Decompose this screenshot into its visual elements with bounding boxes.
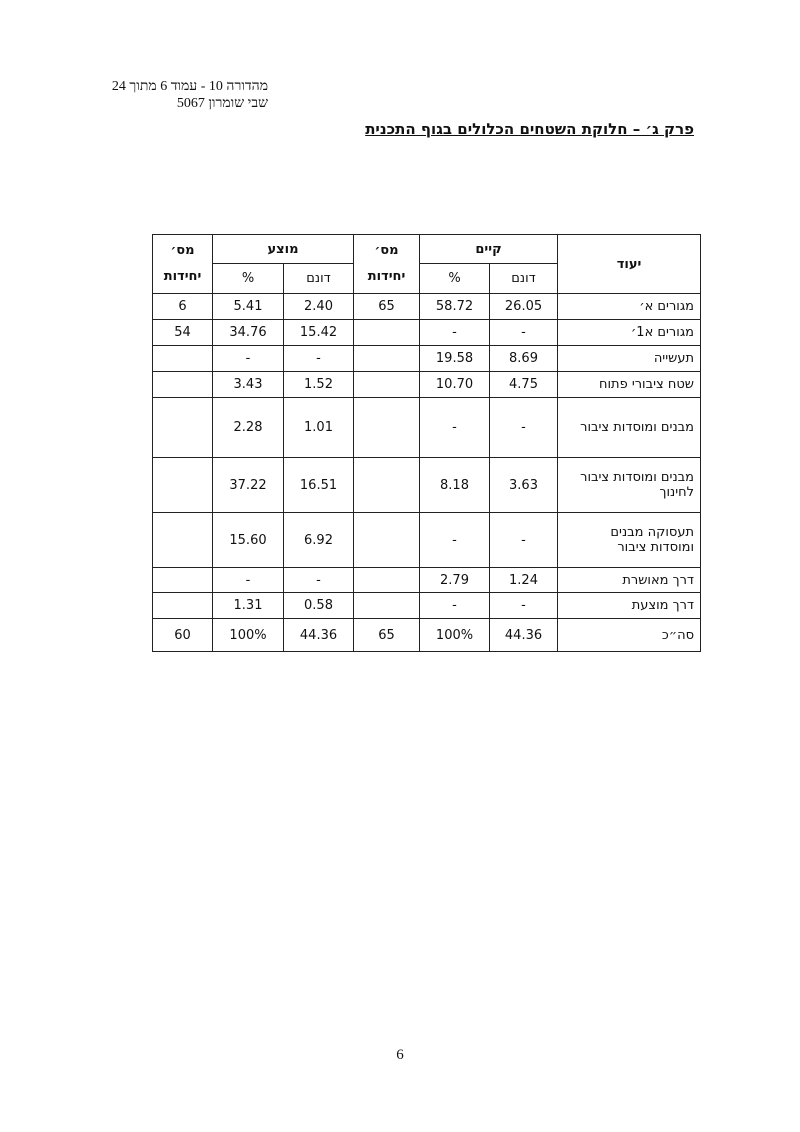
proposed-units: [153, 513, 213, 568]
existing-units: [354, 513, 420, 568]
row-name: מגורים א1׳: [558, 320, 701, 346]
proposed-units: [153, 372, 213, 398]
proposed-units: [153, 398, 213, 458]
proposed-dunam: 1.01: [284, 398, 354, 458]
proposed-units: [153, 458, 213, 513]
existing-units: [354, 346, 420, 372]
existing-units: 65: [354, 294, 420, 320]
total-proposed-units: 60: [153, 619, 213, 652]
existing-percent: -: [420, 320, 490, 346]
row-name: מגורים א׳: [558, 294, 701, 320]
proposed-units: 54: [153, 320, 213, 346]
proposed-dunam: 1.52: [284, 372, 354, 398]
total-proposed-dunam: 44.36: [284, 619, 354, 652]
header-existing-units: מס׳ יחידות: [354, 235, 420, 294]
proposed-units: [153, 346, 213, 372]
total-existing-percent: 100%: [420, 619, 490, 652]
existing-units: [354, 593, 420, 619]
existing-dunam: -: [490, 593, 558, 619]
existing-units: [354, 372, 420, 398]
proposed-percent: -: [213, 346, 284, 372]
table-row: [153, 513, 701, 568]
total-existing-units: 65: [354, 619, 420, 652]
row-name: מבנים ומוסדות ציבור לחינוך: [558, 458, 701, 513]
existing-percent: -: [420, 398, 490, 458]
existing-units: [354, 320, 420, 346]
proposed-percent: 15.60: [213, 513, 284, 568]
proposed-units: [153, 593, 213, 619]
existing-units: [354, 458, 420, 513]
existing-dunam: -: [490, 398, 558, 458]
table-row: [153, 398, 701, 458]
existing-percent: 8.18: [420, 458, 490, 513]
header-proposed-percent: %: [213, 264, 284, 294]
existing-dunam: 8.69: [490, 346, 558, 372]
existing-dunam: -: [490, 320, 558, 346]
section-title: פרק ג׳ – חלוקת השטחים הכלולים בגוף התכנית: [365, 120, 694, 138]
existing-dunam: 1.24: [490, 568, 558, 593]
row-name: תעשייה: [558, 346, 701, 372]
proposed-dunam: -: [284, 346, 354, 372]
document-header: [88, 78, 268, 112]
existing-percent: -: [420, 593, 490, 619]
existing-dunam: 3.63: [490, 458, 558, 513]
proposed-dunam: -: [284, 568, 354, 593]
existing-percent: 2.79: [420, 568, 490, 593]
existing-percent: 58.72: [420, 294, 490, 320]
header-proposed-units: מס׳ יחידות: [153, 235, 213, 294]
proposed-units: [153, 568, 213, 593]
proposed-dunam: 6.92: [284, 513, 354, 568]
proposed-percent: 37.22: [213, 458, 284, 513]
existing-percent: 10.70: [420, 372, 490, 398]
table-row: [153, 320, 701, 346]
existing-dunam: -: [490, 513, 558, 568]
header-yiud: יעוד: [558, 235, 701, 294]
proposed-percent: 2.28: [213, 398, 284, 458]
plan-name-line: שבי שומרון 5067: [176, 96, 268, 111]
proposed-percent: -: [213, 568, 284, 593]
proposed-percent: 3.43: [213, 372, 284, 398]
proposed-dunam: 2.40: [284, 294, 354, 320]
proposed-units: 6: [153, 294, 213, 320]
proposed-dunam: 16.51: [284, 458, 354, 513]
land-use-table: [152, 234, 701, 652]
table-row: [153, 593, 701, 619]
header-existing-percent: %: [420, 264, 490, 294]
existing-percent: 19.58: [420, 346, 490, 372]
header-proposed-dunam: דונם: [284, 264, 354, 294]
row-name: דרך מאושרת: [558, 568, 701, 593]
row-name: דרך מוצעת: [558, 593, 701, 619]
existing-percent: -: [420, 513, 490, 568]
page-number: 6: [396, 1047, 404, 1063]
proposed-percent: 34.76: [213, 320, 284, 346]
table-row: [153, 372, 701, 398]
total-label: סה״כ: [558, 619, 701, 652]
existing-dunam: 26.05: [490, 294, 558, 320]
existing-units: [354, 398, 420, 458]
existing-units: [354, 568, 420, 593]
proposed-percent: 5.41: [213, 294, 284, 320]
header-existing-dunam: דונם: [490, 264, 558, 294]
table-row: [153, 294, 701, 320]
table-row: [153, 346, 701, 372]
proposed-dunam: 15.42: [284, 320, 354, 346]
row-name: שטח ציבורי פתוח: [558, 372, 701, 398]
row-name: תעסוקה מבנים ומוסדות ציבור: [558, 513, 701, 568]
header-existing: קיים: [420, 235, 558, 264]
table-row: [153, 568, 701, 593]
row-name: מבנים ומוסדות ציבור: [558, 398, 701, 458]
proposed-percent: 1.31: [213, 593, 284, 619]
existing-dunam: 4.75: [490, 372, 558, 398]
edition-page-line: מהדורה 10 - עמוד 6 מתוך 24: [111, 79, 268, 94]
table-row: [153, 458, 701, 513]
header-proposed: מוצע: [213, 235, 354, 264]
total-proposed-percent: 100%: [213, 619, 284, 652]
total-existing-dunam: 44.36: [490, 619, 558, 652]
total-row: [153, 619, 701, 652]
proposed-dunam: 0.58: [284, 593, 354, 619]
